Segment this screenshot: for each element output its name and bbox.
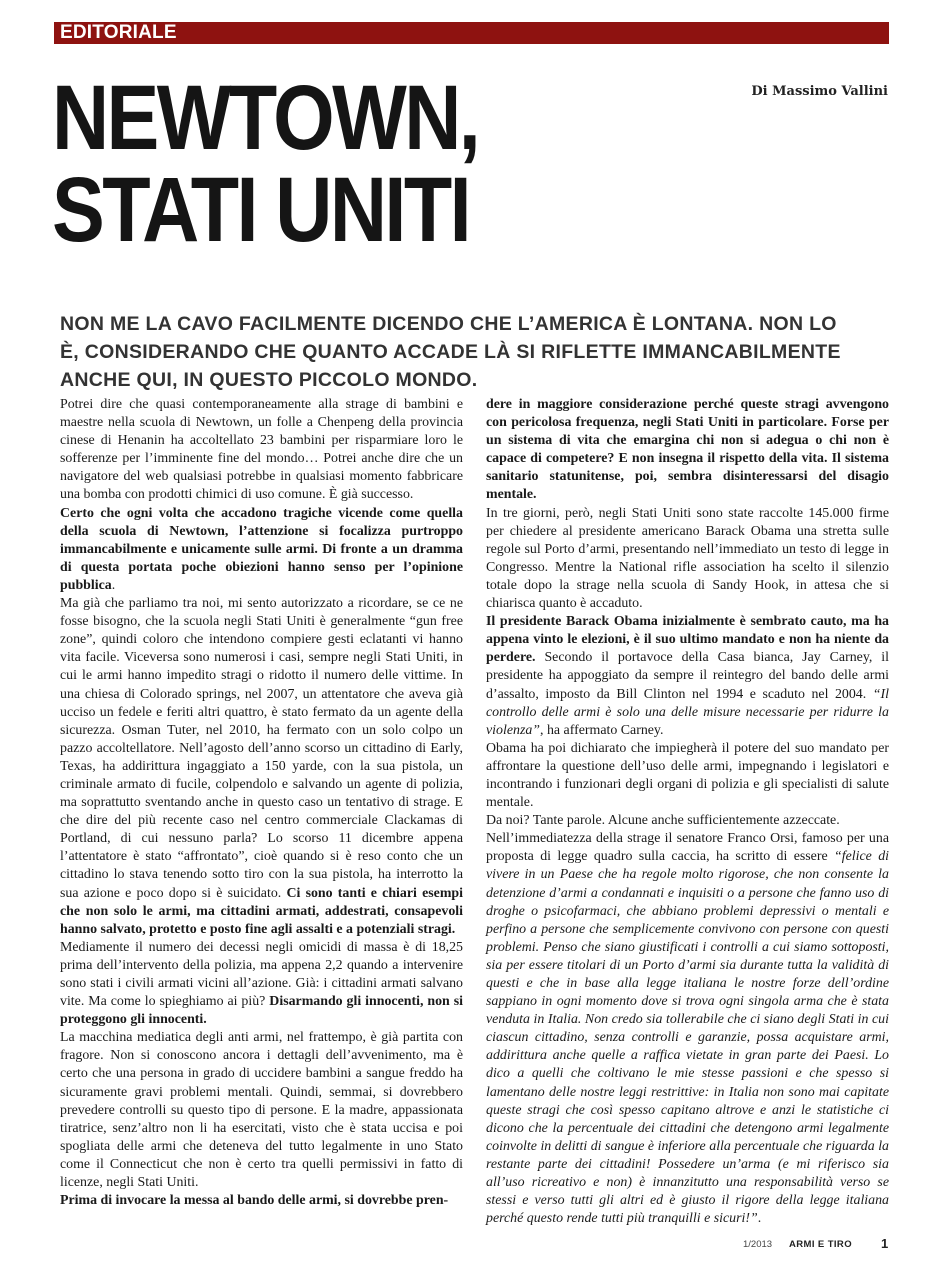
headline-line-1: NEWTOWN, (52, 67, 479, 169)
page-number: 1 (881, 1236, 889, 1251)
paragraph (60, 505, 463, 595)
article-column-right (486, 396, 889, 1228)
magazine-name: ARMI E TIRO (789, 1239, 852, 1250)
text: Ma già che parliamo tra noi, mi sento autorizzato a ricordare, se ce ne fosse bisogno, che la scuola negli Stati Uniti è generalmente “gun free zone”, quindi coloro che intendono compiere gesti eclatanti vi hanno vita facile. Viceversa sono numerosi i casi, sempre negli Stati Uniti, in cui le armi hanno impedito stragi o ridotto il numero delle vittime. In una chiesa di Colorado springs, nel 2007, un attentatore che aveva già ucciso un fedele e feriti altri quattro, è stato fermato da un agente della sicurezza. Osman Tuter, nel 2010, ha fermato con un solo colpo un pazzo accoltellatore. Nell’agosto dell’anno scorso un cittadino di Early, Texas, ha addirittura ingaggiato a 150 yarde, con la sua pistola, un criminale armato di fucile, colpendolo e salvando un agente di polizia, ma soprattutto sventando anche in questo caso un tentativo di strage. E che dire del più recente caso nel centro commerciale Clackamas di Portland, di cui nessuno parla? Lo scorso 11 dicembre appena l’attentatore è stato “affrontato”, cioè quando si è reso conto che un cittadino lo stava tenendo sotto tiro con la sua pistola, ha interrotto la sua azione e poco dopo si è suicidato. (60, 596, 463, 901)
section-label: EDITORIALE (60, 22, 177, 43)
paragraph: La macchina mediatica degli anti armi, nel frattempo, è già partita con fragore. Non si conoscono ancora i dettagli dell’avvenimento, ma è certo che una persona in grado di uccidere bambini a sangue freddo ha sicuramente gravi problemi mentali. Quindi, semmai, si dovrebbero prevedere controlli su questo tipo di persone. E la madre, appassionata tiratrice, senz’altro non li ha esercitati, visto che è stata uccisa e poi spogliata delle armi che deteneva del tutto legalmente in uno Stato come il Connecticut che non è certo tra quelli permissivi in fatto di licenze, negli Stati Uniti. (60, 1030, 463, 1191)
text: . (757, 1211, 762, 1227)
paragraph: Da noi? Tante parole. Alcune anche sufficientemente azzeccate. (486, 813, 840, 829)
paragraph (60, 939, 463, 1029)
paragraph: Potrei dire che quasi contemporaneamente alla strage di bambini e maestre nella scuola di Newtown, un folle a Chenpeng della provincia cinese di Henanin ha accoltellato 23 bambini per risparmiare loro le sofferenze per l’imminente fine del mondo… Potrei anche dire che un navigatore del web qualsiasi potrebbe in qualsiasi momento fabbricare una bomba con prodotti chimici di uso comune. È già successo. (60, 397, 463, 503)
headline (52, 67, 479, 261)
paragraph (486, 613, 889, 740)
text: Secondo il portavoce della Casa bianca, Jay Carney, il presidente ha appoggiato da sempre il reintegro del bando delle armi d’assalto, imposto da Bill Clinton nel 1994 e scaduto nel 2004. (486, 650, 889, 702)
text: Nell’immediatezza della strage il senatore Franco Orsi, famoso per una proposta di legge quadro sulla caccia, ha scritto di essere (486, 831, 889, 865)
paragraph: dere in maggiore considerazione perché queste stragi avvengono con pericolosa frequenza, negli Stati Uniti in particolare. Forse per un sistema di vita che emargina chi non si adegua o chi non è capace di competere? E non insegna il rispetto della vita. Il sistema sanitario statunitense, poi, sembra disinteressarsi del disagio mentale. (486, 397, 889, 503)
text: Mediamente il numero dei decessi negli omicidi di massa è di 18,25 prima dell’intervento della polizia, ma appena 2,2 quando a intervenire sono stati i civili armati vicini all’azione. Già: i cittadini armati salvano vite. Ma come lo spieghiamo ai più? (60, 939, 463, 1010)
text: . (111, 577, 116, 593)
bold-text: Disarmando gli innocenti, non si proteggono gli innocenti. (60, 994, 463, 1028)
issue-number: 1/2013 (743, 1239, 773, 1250)
paragraph (486, 830, 889, 1228)
article-column-left (60, 396, 463, 1210)
paragraph: In tre giorni, però, negli Stati Uniti sono state raccolte 145.000 firme per chiedere al presidente americano Barack Obama una stretta sulle regole sul Porto d’armi, presentando nell’immediato un testo di legge in Congresso. Mentre la National rifle association ha scelto il silenzio totale dopo la strage nella scuola di Sandy Hook, in attesa che si chiarisca quanto è accaduto. (486, 505, 889, 612)
bold-text: Certo che ogni volta che accadono tragiche vicende come quella della scuola di Newtown, l’attenzione si focalizza purtroppo immancabilmente e unicamente sulle armi. Di fronte a un dramma di questa portata poche obiezioni hanno senso per l’opinione pubblica (60, 505, 463, 593)
byline: Di Massimo Vallini (751, 84, 888, 99)
text: , ha affermato Carney. (540, 722, 664, 738)
paragraph: Prima di invocare la messa al bando delle armi, si dovrebbe pren- (60, 1193, 449, 1209)
bold-text: Il presidente Barack Obama inizialmente è sembrato cauto, ma ha appena vinto le elezioni, è il suo ultimo mandato e non ha niente da perdere. (486, 614, 889, 666)
paragraph (60, 595, 463, 939)
quote-text: “felice di vivere in un Paese che ha regole molto rigorose, che non consente la detenzione d’armi a condannati e inquisiti o a persone che fanno uso di droghe o psicofarmaci, che abbiano problemi depressivi o mentali e perfino a persone che semplicemente convivono con persone con questi problemi. Penso che siano giustificati i controlli a cui siamo sottoposti, sia per essere titolari di un Porto d’armi sia durante tutta la validità di questi e che in base alla legge italiana le nostre forze dell’ordine sappiano in ogni momento dove si trova ogni singola arma che è stata venduta in Italia. Non credo sia tollerabile che ci siano degli Stati in cui ciascun cittadino, senza controlli e garanzie, possa acquistare armi, addirittura anche quelle a raffica vietate in gran parte dei Paesi. Lo dico a quelli che coltivano le mie stesse passioni e che spesso si lamentano delle nostre leggi restrittive: in Italia non sono mai capitate queste stragi che così spesso capitano altrove e anzi le statistiche ci dicono che la percentuale dei cittadini che detengono armi legalmente coinvolte in delitti di sangue è inferiore alla percentuale che riguarda la restante parte dei cittadini! Possedere un’arma (e mi riferisco sia all’uso ricreativo e non) è innanzitutto una responsabilità verso se stessi e verso tutti gli altri ed è giusto il rigore della legge italiana perché questo rende tutti più tranquilli e sicuri!” (486, 849, 890, 1227)
quote-text: “Il controllo delle armi è solo una delle misure necessarie per ridurre la violenza” (486, 686, 889, 738)
paragraph: Obama ha poi dichiarato che impiegherà il potere del suo mandato per affrontare la questione dell’uso delle armi, impegnando i legislatori e incontrando i funzionari degli organi di polizia e gli specialisti di salute mentale. (486, 740, 889, 811)
bold-text: Ci sono tanti e chiari esempi che non solo le armi, ma cittadini armati, addestrati, consapevoli hanno salvato, protetto e posto fine agli assalti e a potenziali stragi. (60, 885, 463, 937)
subtitle: NON ME LA CAVO FACILMENTE DICENDO CHE L’AMERICA È LONTANA. NON LO È, CONSIDERANDO CHE QUANTO ACCADE LÀ SI RIFLETTE IMMANCABILMENTE ANCHE QUI, IN QUESTO PICCOLO MONDO. (60, 313, 841, 391)
section-bar (54, 22, 889, 44)
headline-line-2: STATI UNITI (52, 159, 469, 261)
